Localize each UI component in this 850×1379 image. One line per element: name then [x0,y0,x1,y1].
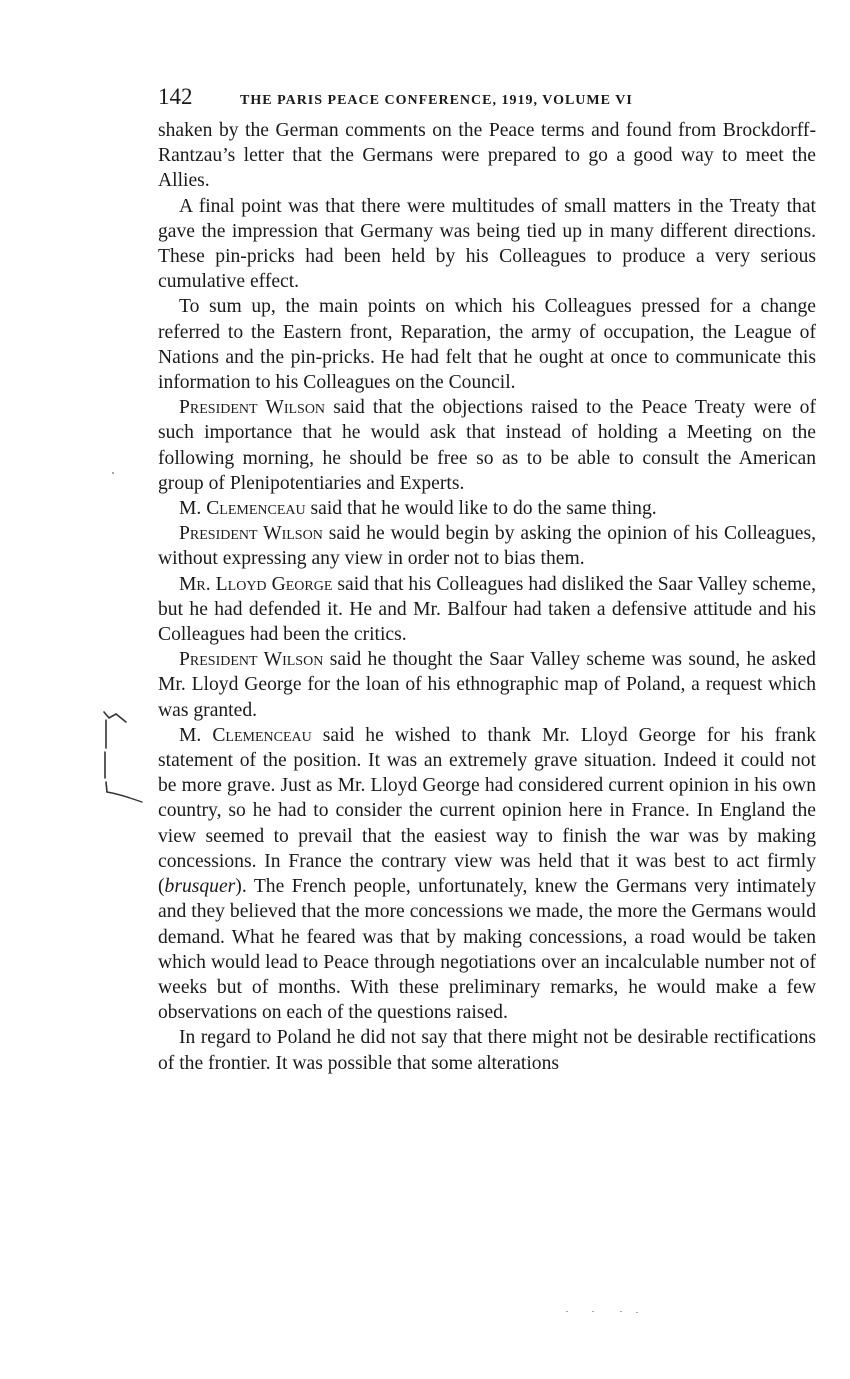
paragraph [158,294,816,395]
stray-mark [566,1311,568,1312]
paragraph-text: said that his Colleagues had disliked the Saar Valley scheme, but he had defended it. He and Mr. Balfour had taken a defensive attitude and his Colleagues had been the critics. [158,573,816,646]
stray-mark [592,1311,594,1312]
paragraph-text-continued: ). The French people, unfortunately, knew the Germans very intimately and they believed that the more concessions we made, the more the Germans would demand. What he feared was that by making concessions, a road would be taken which would lead to Peace through negotiations over an incalculable number not of weeks but of months. With these preliminary remarks, he would make a few observations on each of the questions raised. [158,876,816,1024]
running-head: THE PARIS PEACE CONFERENCE, 1919, VOLUME VI [240,93,633,108]
paragraph [158,572,816,648]
speaker-name: President Wilson [179,523,323,545]
paragraph [158,395,816,496]
paragraph-text: In regard to Poland he did not say that there might not be desirable rectifications of the frontier. It was possible that some alterations [158,1027,816,1074]
paragraph-text: shaken by the German comments on the Peace terms and found from Brockdorff-Rantzau’s letter that the Germans were prepared to go a good way to meet the Allies. [158,120,816,192]
speaker-prefix: M. [179,724,202,746]
paragraph-text: said he wished to thank Mr. Lloyd George for his frank statement of the position. It was an extremely grave situation. Indeed it could not be more grave. Just as Mr. Lloyd George had considered current opinion in his own country, so he had to consider the current opinion here in France. In England the view seemed to prevail that the easiest way to finish the war was by making concessions. In France the contrary view was held that it was best to act firmly ( [158,724,816,898]
paragraph [158,118,816,194]
speaker-name: Mr. Lloyd George [179,573,333,595]
paragraph-text: said he would begin by asking the opinion of his Colleagues, without expressing any view in order not to bias them. [158,523,816,570]
italic-term: brusquer [164,876,236,898]
speaker-name: Clemenceau [206,498,306,520]
paragraph [158,1025,816,1075]
paragraph [158,723,816,1025]
body-text [158,118,816,1076]
margin-bracket-mark [100,708,146,804]
document-page [158,84,816,1076]
page-number: 142 [158,84,193,109]
stray-mark [112,472,114,474]
speaker-name: President Wilson [179,397,326,419]
speaker-name: Clemenceau [212,724,312,746]
paragraph-text: A final point was that there were multitudes of small matters in the Treaty that gave the impression that Germany was being tied up in many different directions. These pin-pricks had been held by his Colleagues to produce a very serious cumulative effect. [158,195,816,293]
speaker-prefix: M. [179,498,202,520]
paragraph-text: To sum up, the main points on which his Colleagues pressed for a change referred to the Eastern front, Reparation, the army of occupation, the League of Nations and the pin-pricks. He had felt that he ought at once to communicate this information to his Colleagues on the Council. [158,296,816,394]
speaker-name: President Wilson [179,649,324,671]
stray-mark [636,1312,638,1313]
paragraph [158,194,816,295]
stray-mark [620,1311,622,1312]
paragraph-text: said that he would like to do the same thing. [310,498,657,520]
paragraph [158,521,816,571]
paragraph [158,496,816,521]
paragraph [158,647,816,723]
paragraph-text: said he thought the Saar Valley scheme was sound, he asked Mr. Lloyd George for the loan of his ethnographic map of Poland, a request which was granted. [158,649,816,721]
paragraph-text: said that the objections raised to the Peace Treaty were of such importance that he would ask that instead of holding a Meeting on the following morning, he should be free so as to be able to consult the American group of Plenipotentiaries and Experts. [158,397,816,494]
page-header [158,84,816,114]
